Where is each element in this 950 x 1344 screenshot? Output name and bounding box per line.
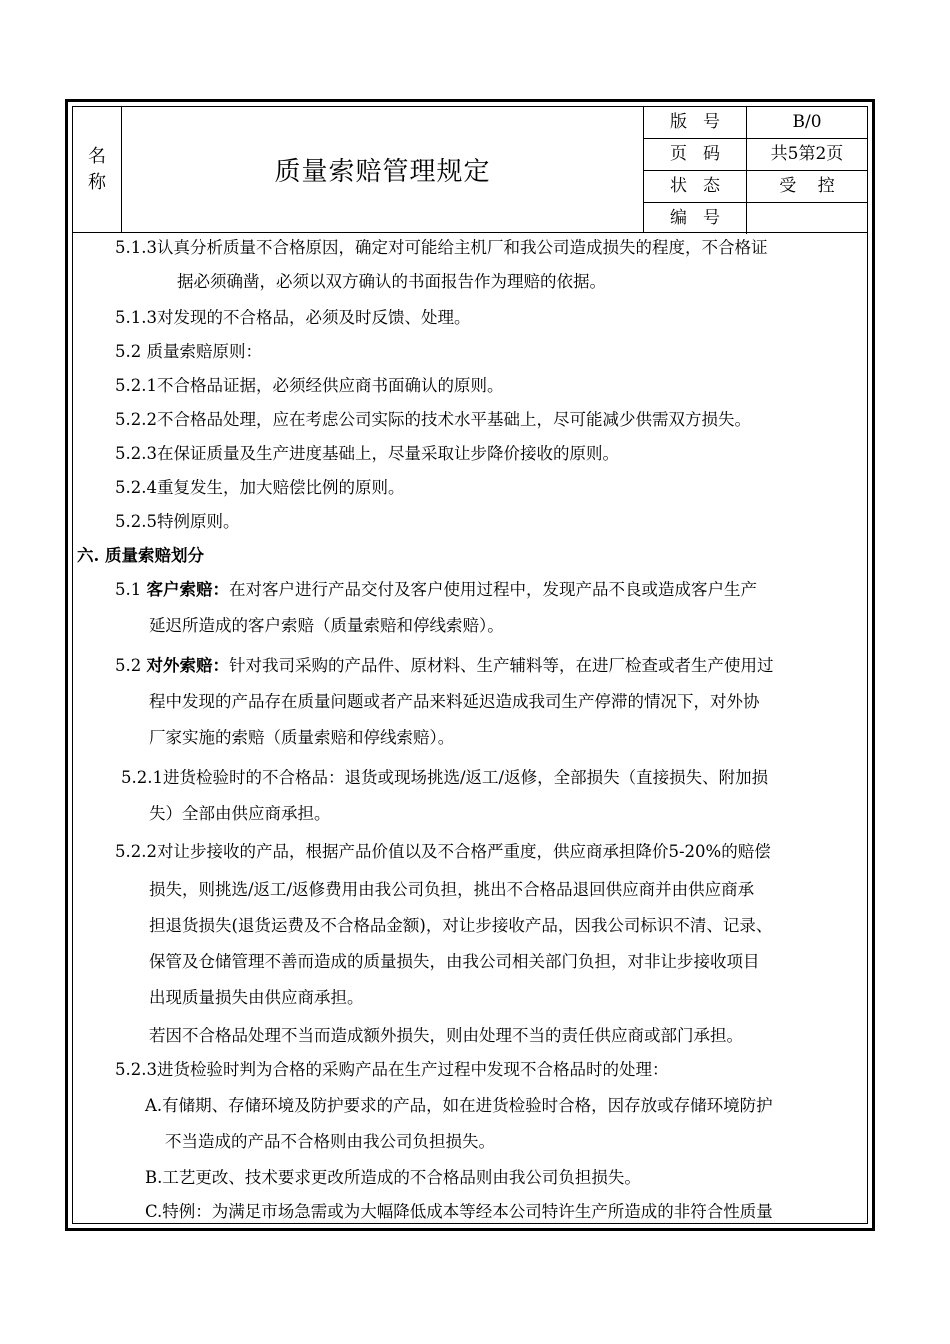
paragraph-line: 5.2.2不合格品处理，应在考虑公司实际的技术水平基础上，尽可能减少供需双方损失。	[115, 410, 751, 429]
paragraph-line: 5.2.1不合格品证据，必须经供应商书面确认的原则。	[115, 376, 504, 395]
meta-key: 页码	[644, 139, 747, 170]
paragraph-line: 出现质量损失由供应商承担。	[149, 988, 364, 1007]
paragraph-line: 保管及仓储管理不善而造成的质量损失，由我公司相关部门负担，对非让步接收项目	[149, 952, 760, 971]
meta-value: 共5第2页	[770, 144, 844, 164]
paragraph-line: A.有储期、存储环境及防护要求的产品，如在进货检验时合格，因存放或存储环境防护	[145, 1096, 773, 1115]
meta-row-page	[644, 139, 867, 171]
document-frame	[65, 99, 875, 1231]
paragraph-line: 若因不合格品处理不当而造成额外损失，则由处理不当的责任供应商或部门承担。	[149, 1026, 743, 1045]
paragraph-line: 据必须确凿，必须以双方确认的书面报告作为理赔的依据。	[177, 272, 606, 291]
meta-row-status	[644, 171, 867, 203]
clause-term: 对外索赔：	[146, 656, 229, 675]
paragraph-line: 5.1.3认真分析质量不合格原因，确定对可能给主机厂和我公司造成损失的程度，不合格证	[115, 238, 768, 257]
paragraph-line: 延迟所造成的客户索赔（质量索赔和停线索赔）。	[149, 616, 504, 635]
clause-text: 针对我司采购的产品件、原材料、生产辅料等，在进厂检查或者生产使用过	[229, 656, 774, 675]
meta-row-number	[644, 203, 867, 234]
name-label-cell	[73, 107, 122, 232]
meta-key: 状态	[644, 171, 747, 202]
paragraph-line: 失）全部由供应商承担。	[149, 804, 331, 823]
paragraph-line: 损失，则挑选/返工/返修费用由我公司负担，挑出不合格品退回供应商并由供应商承	[149, 880, 755, 899]
paragraph-line	[115, 573, 757, 607]
paragraph-line: 5.2.3在保证质量及生产进度基础上，尽量采取让步降价接收的原则。	[115, 444, 619, 463]
paragraph-line: 5.2.4重复发生，加大赔偿比例的原则。	[115, 478, 405, 497]
clause-number: 5.2	[115, 656, 147, 675]
paragraph-line: 5.2.2对让步接收的产品，根据产品价值以及不合格严重度，供应商承担降价5-20%的赔偿	[115, 842, 771, 861]
clause-number: 5.1	[115, 580, 147, 599]
document-title: 质量索赔管理规定	[274, 157, 491, 187]
paragraph-line: 5.2 质量索赔原则：	[115, 342, 262, 361]
paragraph-line: C.特例：为满足市场急需或为大幅降低成本等经本公司特许生产所造成的非符合性质量	[145, 1202, 773, 1221]
paragraph-line: 不当造成的产品不合格则由我公司负担损失。	[165, 1132, 495, 1151]
paragraph-line: 5.2.5特例原则。	[115, 512, 240, 531]
title-cell	[122, 107, 644, 232]
paragraph-line: B.工艺更改、技术要求更改所造成的不合格品则由我公司负担损失。	[145, 1168, 641, 1187]
paragraph-line	[115, 649, 774, 683]
header-table	[73, 107, 867, 233]
clause-text: 在对客户进行产品交付及客户使用过程中，发现产品不良或造成客户生产	[229, 580, 757, 599]
meta-table	[644, 107, 867, 232]
paragraph-line: 5.1.3对发现的不合格品，必须及时反馈、处理。	[115, 308, 471, 327]
paragraph-line: 担退货损失(退货运费及不合格品金额)，对让步接收产品，因我公司标识不清、记录、	[149, 916, 773, 935]
document-inner-border	[72, 106, 868, 1224]
meta-key: 版号	[644, 107, 747, 138]
name-label: 名称	[88, 145, 106, 193]
section-heading: 六. 质量索赔划分	[77, 546, 204, 565]
clause-term: 客户索赔：	[146, 580, 229, 599]
meta-row-version	[644, 107, 867, 139]
paragraph-line: 5.2.1进货检验时的不合格品：退货或现场挑选/返工/返修，全部损失（直接损失、附加损	[121, 768, 769, 787]
paragraph-line: 程中发现的产品存在质量问题或者产品来料延迟造成我司生产停滞的情况下，对外协	[149, 692, 760, 711]
paragraph-line: 厂家实施的索赔（质量索赔和停线索赔）。	[149, 728, 455, 747]
meta-value: 受 控	[779, 176, 843, 196]
paragraph-line: 5.2.3进货检验时判为合格的采购产品在生产过程中发现不合格品时的处理：	[115, 1060, 669, 1079]
meta-value	[747, 203, 867, 234]
meta-key: 编号	[644, 203, 747, 234]
meta-value: B/0	[792, 112, 822, 132]
